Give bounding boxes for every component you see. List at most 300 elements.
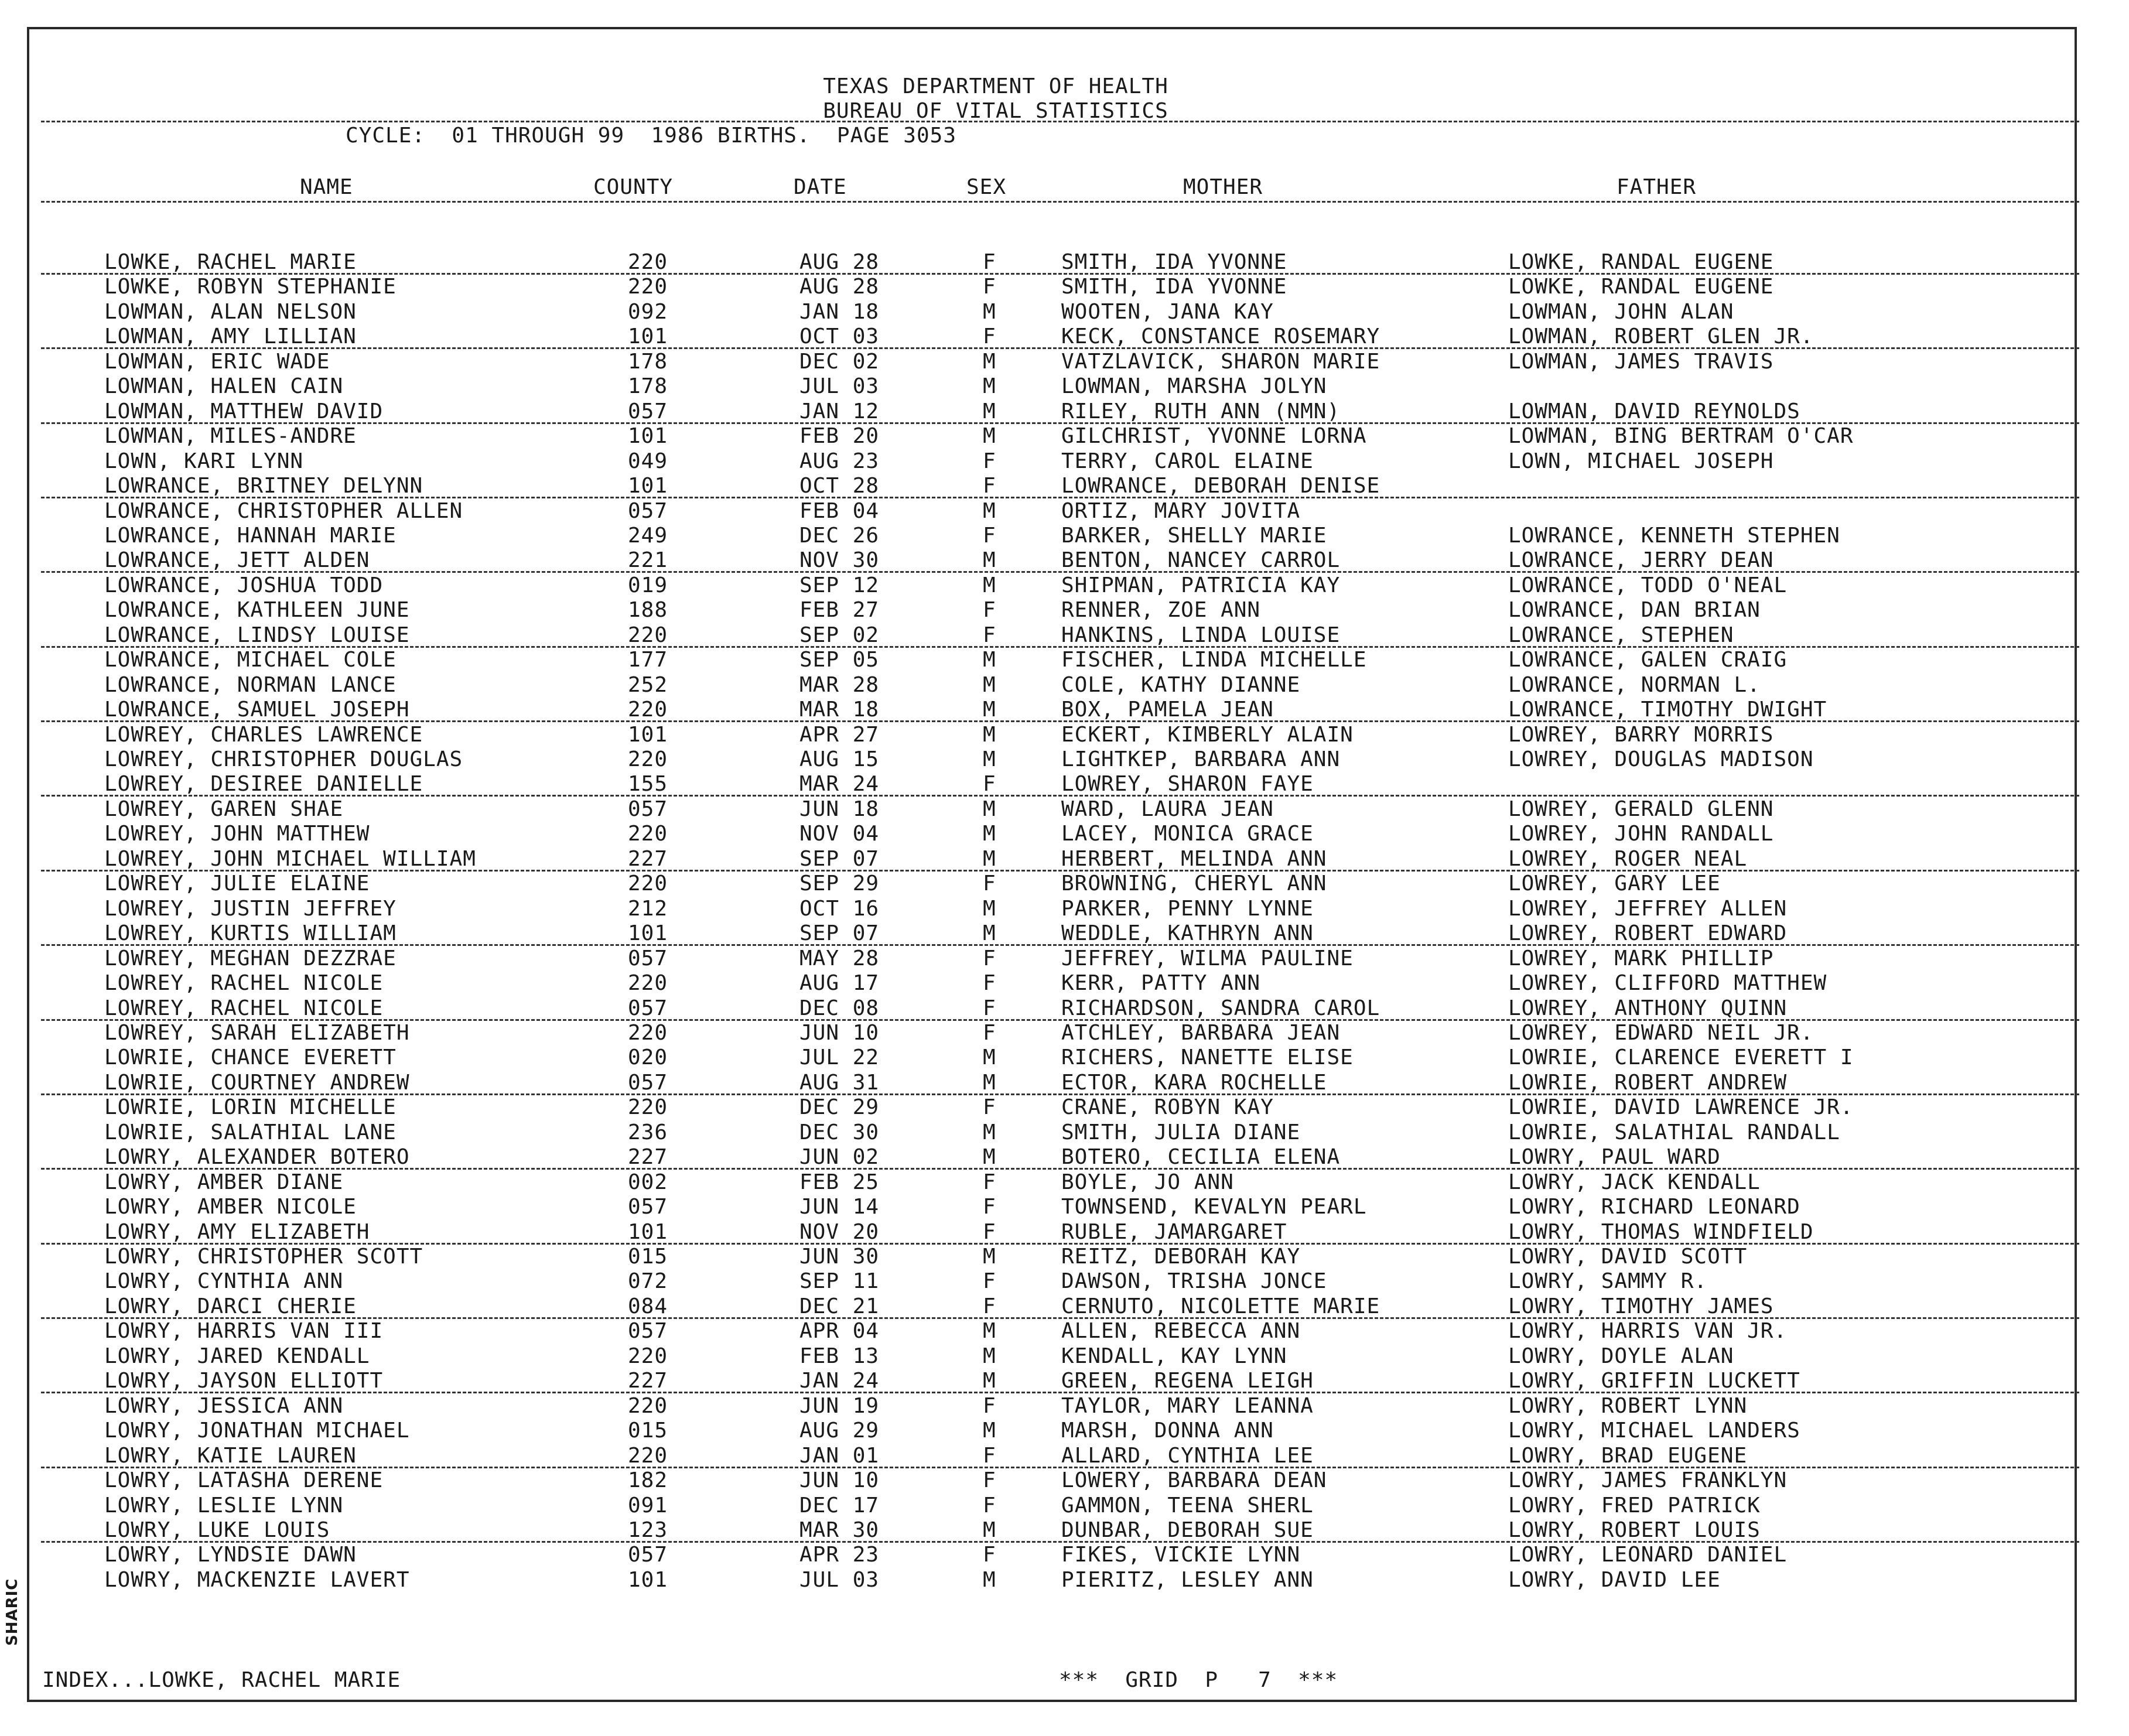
record-county: 220 <box>628 971 668 996</box>
record-sex: M <box>983 1120 996 1144</box>
record-name: LOWRIE, LORIN MICHELLE <box>104 1095 397 1120</box>
table-row <box>0 1369 2129 1393</box>
agency-title: TEXAS DEPARTMENT OF HEALTH <box>823 74 1168 98</box>
record-mother: BOYLE, JO ANN <box>1061 1170 1234 1194</box>
record-mother: TERRY, CAROL ELAINE <box>1061 449 1314 473</box>
record-sex: F <box>983 1393 996 1418</box>
record-county: 015 <box>628 1245 668 1269</box>
record-father: LOWRY, DAVID SCOTT <box>1508 1245 1748 1269</box>
record-sex: M <box>983 822 996 846</box>
table-row <box>0 1146 2129 1169</box>
record-name: LOWRY, JONATHAN MICHAEL <box>104 1419 410 1443</box>
record-sex: F <box>983 1543 996 1567</box>
record-sex: F <box>983 523 996 548</box>
record-mother: ALLARD, CYNTHIA LEE <box>1061 1443 1314 1468</box>
record-sex: M <box>983 399 996 423</box>
record-father: LOWN, MICHAEL JOSEPH <box>1508 449 1774 473</box>
record-county: 084 <box>628 1294 668 1318</box>
record-county: 220 <box>628 1344 668 1368</box>
record-name: LOWREY, RACHEL NICOLE <box>104 971 384 996</box>
record-sex: F <box>983 1170 996 1194</box>
record-father: LOWRY, THOMAS WINDFIELD <box>1508 1219 1814 1244</box>
record-mother: ECTOR, KARA ROCHELLE <box>1061 1070 1327 1095</box>
record-date: JAN 24 <box>799 1369 880 1393</box>
record-father: LOWRY, JAMES FRANKLYN <box>1508 1468 1788 1493</box>
record-sex: M <box>983 1145 996 1170</box>
record-mother: COLE, KATHY DIANNE <box>1061 672 1301 697</box>
record-father: LOWRIE, ROBERT ANDREW <box>1508 1070 1788 1095</box>
table-row <box>0 748 2129 771</box>
record-date: JUL 03 <box>799 1567 880 1592</box>
record-date: JUN 10 <box>799 1468 880 1493</box>
record-mother: GREEN, REGENA LEIGH <box>1061 1369 1314 1393</box>
table-row <box>0 450 2129 473</box>
table-row <box>0 1121 2129 1144</box>
record-sex: F <box>983 1443 996 1468</box>
record-name: LOWREY, JOHN MATTHEW <box>104 822 370 846</box>
record-county: 177 <box>628 648 668 672</box>
record-name: LOWREY, RACHEL NICOLE <box>104 996 384 1020</box>
record-sex: M <box>983 548 996 573</box>
record-sex: M <box>983 1567 996 1592</box>
record-name: LOWRY, ALEXANDER BOTERO <box>104 1145 410 1170</box>
record-name: LOWRY, LUKE LOUIS <box>104 1518 330 1542</box>
record-father: LOWRY, PAUL WARD <box>1508 1145 1721 1170</box>
record-name: LOWRY, AMY ELIZABETH <box>104 1219 370 1244</box>
record-father: LOWREY, JOHN RANDALL <box>1508 822 1774 846</box>
record-mother: KERR, PATTY ANN <box>1061 971 1261 996</box>
record-sex: M <box>983 424 996 449</box>
record-sex: F <box>983 1195 996 1219</box>
table-row <box>0 574 2129 597</box>
record-name: LOWREY, CHARLES LAWRENCE <box>104 722 423 747</box>
record-father: LOWRANCE, TODD O'NEAL <box>1508 573 1788 597</box>
record-date: APR 04 <box>799 1319 880 1344</box>
record-date: DEC 17 <box>799 1493 880 1518</box>
record-sex: M <box>983 722 996 747</box>
record-father: LOWREY, ANTHONY QUINN <box>1508 996 1788 1020</box>
record-father: LOWRY, LEONARD DANIEL <box>1508 1543 1788 1567</box>
table-row <box>0 325 2129 348</box>
record-father: LOWRY, ROBERT LOUIS <box>1508 1518 1761 1542</box>
record-date: NOV 30 <box>799 548 880 573</box>
record-name: LOWKE, RACHEL MARIE <box>104 250 357 274</box>
record-date: JUN 10 <box>799 1020 880 1045</box>
record-date: AUG 28 <box>799 275 880 299</box>
record-county: 101 <box>628 424 668 449</box>
record-name: LOWRY, AMBER NICOLE <box>104 1195 357 1219</box>
record-date: AUG 17 <box>799 971 880 996</box>
record-county: 178 <box>628 349 668 374</box>
record-county: 220 <box>628 623 668 647</box>
record-county: 212 <box>628 896 668 921</box>
record-name: LOWREY, CHRISTOPHER DOUGLAS <box>104 747 463 771</box>
record-father: LOWRY, HARRIS VAN JR. <box>1508 1319 1788 1344</box>
record-mother: LACEY, MONICA GRACE <box>1061 822 1314 846</box>
bureau-title: BUREAU OF VITAL STATISTICS <box>823 99 1168 123</box>
record-county: 101 <box>628 474 668 498</box>
record-mother: LIGHTKEP, BARBARA ANN <box>1061 747 1341 771</box>
table-row <box>0 1270 2129 1293</box>
record-county: 057 <box>628 946 668 970</box>
record-date: AUG 28 <box>799 250 880 274</box>
record-sex: M <box>983 698 996 722</box>
record-name: LOWRY, CHRISTOPHER SCOTT <box>104 1245 423 1269</box>
table-row <box>0 1245 2129 1269</box>
record-sex: M <box>983 1319 996 1344</box>
table-row <box>0 1195 2129 1219</box>
record-date: JUN 19 <box>799 1393 880 1418</box>
record-mother: SMITH, JULIA DIANE <box>1061 1120 1301 1144</box>
record-father: LOWRY, TIMOTHY JAMES <box>1508 1294 1774 1318</box>
record-sex: F <box>983 1294 996 1318</box>
record-name: LOWREY, KURTIS WILLIAM <box>104 921 397 946</box>
record-county: 057 <box>628 996 668 1020</box>
table-row <box>0 1395 2129 1418</box>
record-father: LOWRIE, DAVID LAWRENCE JR. <box>1508 1095 1854 1120</box>
row-group-divider <box>41 347 2079 349</box>
record-date: FEB 13 <box>799 1344 880 1368</box>
record-county: 227 <box>628 1369 668 1393</box>
record-name: LOWRY, JAYSON ELLIOTT <box>104 1369 384 1393</box>
record-mother: PIERITZ, LESLEY ANN <box>1061 1567 1314 1592</box>
record-name: LOWREY, JOHN MICHAEL WILLIAM <box>104 846 476 871</box>
record-sex: F <box>983 772 996 797</box>
record-date: DEC 02 <box>799 349 880 374</box>
record-date: MAR 18 <box>799 698 880 722</box>
record-father: LOWREY, ROBERT EDWARD <box>1508 921 1788 946</box>
record-date: SEP 12 <box>799 573 880 597</box>
record-county: 220 <box>628 275 668 299</box>
record-name: LOWRY, JESSICA ANN <box>104 1393 344 1418</box>
row-group-divider <box>41 1392 2079 1393</box>
record-name: LOWRIE, CHANCE EVERETT <box>104 1045 397 1070</box>
record-sex: F <box>983 1493 996 1518</box>
col-header-county: COUNTY <box>593 175 674 199</box>
record-mother: SHIPMAN, PATRICIA KAY <box>1061 573 1341 597</box>
record-father: LOWRY, FRED PATRICK <box>1508 1493 1761 1518</box>
row-group-divider <box>41 497 2079 498</box>
record-sex: F <box>983 1219 996 1244</box>
col-header-date: DATE <box>794 175 847 199</box>
record-name: LOWN, KARI LYNN <box>104 449 304 473</box>
record-mother: RICHARDSON, SANDRA CAROL <box>1061 996 1380 1020</box>
record-father: LOWMAN, DAVID REYNOLDS <box>1508 399 1800 423</box>
record-father: LOWRY, DAVID LEE <box>1508 1567 1721 1592</box>
record-father: LOWMAN, BING BERTRAM O'CAR <box>1508 424 1854 449</box>
record-county: 220 <box>628 250 668 274</box>
table-row <box>0 848 2129 871</box>
record-county: 101 <box>628 1219 668 1244</box>
record-name: LOWRANCE, BRITNEY DELYNN <box>104 474 423 498</box>
record-mother: MARSH, DONNA ANN <box>1061 1419 1274 1443</box>
record-county: 220 <box>628 872 668 896</box>
record-father: LOWRY, ROBERT LYNN <box>1508 1393 1748 1418</box>
record-date: FEB 20 <box>799 424 880 449</box>
record-name: LOWRY, DARCI CHERIE <box>104 1294 357 1318</box>
record-county: 091 <box>628 1493 668 1518</box>
record-mother: RICHERS, NANETTE ELISE <box>1061 1045 1354 1070</box>
record-county: 015 <box>628 1419 668 1443</box>
record-mother: FISCHER, LINDA MICHELLE <box>1061 648 1367 672</box>
record-date: JUN 14 <box>799 1195 880 1219</box>
record-name: LOWRY, LYNDSIE DAWN <box>104 1543 357 1567</box>
table-row <box>0 375 2129 398</box>
record-county: 049 <box>628 449 668 473</box>
record-date: MAR 30 <box>799 1518 880 1542</box>
record-county: 220 <box>628 1095 668 1120</box>
record-name: LOWREY, GAREN SHAE <box>104 797 344 821</box>
record-father: LOWREY, GERALD GLENN <box>1508 797 1774 821</box>
table-row <box>0 300 2129 324</box>
record-county: 057 <box>628 1070 668 1095</box>
record-father: LOWRY, MICHAEL LANDERS <box>1508 1419 1800 1443</box>
record-sex: M <box>983 1245 996 1269</box>
record-mother: BOTERO, CECILIA ELENA <box>1061 1145 1341 1170</box>
record-county: 057 <box>628 1195 668 1219</box>
record-county: 220 <box>628 1443 668 1468</box>
record-name: LOWRY, CYNTHIA ANN <box>104 1269 344 1294</box>
record-name: LOWRY, HARRIS VAN III <box>104 1319 384 1344</box>
record-name: LOWRANCE, LINDSY LOUISE <box>104 623 410 647</box>
record-name: LOWMAN, AMY LILLIAN <box>104 324 357 349</box>
record-mother: VATZLAVICK, SHARON MARIE <box>1061 349 1380 374</box>
record-father: LOWRY, GRIFFIN LUCKETT <box>1508 1369 1800 1393</box>
record-sex: F <box>983 275 996 299</box>
table-row <box>0 1543 2129 1567</box>
record-county: 220 <box>628 1020 668 1045</box>
record-father: LOWRANCE, DAN BRIAN <box>1508 598 1761 623</box>
record-sex: F <box>983 623 996 647</box>
record-county: 123 <box>628 1518 668 1542</box>
record-date: DEC 21 <box>799 1294 880 1318</box>
record-county: 057 <box>628 399 668 423</box>
record-county: 019 <box>628 573 668 597</box>
record-name: LOWMAN, ALAN NELSON <box>104 299 357 324</box>
record-name: LOWRY, JARED KENDALL <box>104 1344 370 1368</box>
record-name: LOWREY, MEGHAN DEZZRAE <box>104 946 397 970</box>
record-sex: F <box>983 598 996 623</box>
record-mother: ORTIZ, MARY JOVITA <box>1061 498 1301 523</box>
record-sex: F <box>983 1468 996 1493</box>
record-county: 227 <box>628 846 668 871</box>
record-mother: RENNER, ZOE ANN <box>1061 598 1261 623</box>
record-sex: F <box>983 1269 996 1294</box>
table-row <box>0 822 2129 846</box>
record-father: LOWRANCE, KENNETH STEPHEN <box>1508 523 1840 548</box>
record-name: LOWRANCE, CHRISTOPHER ALLEN <box>104 498 463 523</box>
record-sex: M <box>983 797 996 821</box>
record-name: LOWRANCE, SAMUEL JOSEPH <box>104 698 410 722</box>
record-father: LOWRIE, SALATHIAL RANDALL <box>1508 1120 1840 1144</box>
col-header-father: FATHER <box>1617 175 1697 199</box>
record-name: LOWMAN, MATTHEW DAVID <box>104 399 384 423</box>
record-sex: M <box>983 1518 996 1542</box>
record-sex: F <box>983 474 996 498</box>
record-name: LOWRANCE, MICHAEL COLE <box>104 648 397 672</box>
record-mother: WOOTEN, JANA KAY <box>1061 299 1274 324</box>
table-row <box>0 698 2129 722</box>
table-row <box>0 1071 2129 1095</box>
record-mother: SMITH, IDA YVONNE <box>1061 250 1287 274</box>
record-father: LOWRANCE, JERRY DEAN <box>1508 548 1774 573</box>
record-county: 178 <box>628 374 668 399</box>
record-mother: HANKINS, LINDA LOUISE <box>1061 623 1341 647</box>
record-father: LOWRY, DOYLE ALAN <box>1508 1344 1734 1368</box>
record-sex: M <box>983 672 996 697</box>
record-sex: F <box>983 1020 996 1045</box>
table-row <box>0 524 2129 548</box>
record-father: LOWRY, SAMMY R. <box>1508 1269 1708 1294</box>
col-header-mother: MOTHER <box>1183 175 1263 199</box>
record-mother: PARKER, PENNY LYNNE <box>1061 896 1314 921</box>
record-name: LOWREY, DESIREE DANIELLE <box>104 772 423 797</box>
record-name: LOWREY, JUSTIN JEFFREY <box>104 896 397 921</box>
table-row <box>0 1046 2129 1069</box>
table-row <box>0 425 2129 448</box>
record-county: 072 <box>628 1269 668 1294</box>
table-row <box>0 1021 2129 1045</box>
record-sex: M <box>983 1344 996 1368</box>
row-group-divider <box>41 571 2079 573</box>
record-mother: WARD, LAURA JEAN <box>1061 797 1274 821</box>
record-county: 092 <box>628 299 668 324</box>
record-father: LOWRY, RICHARD LEONARD <box>1508 1195 1800 1219</box>
record-county: 249 <box>628 523 668 548</box>
table-row <box>0 972 2129 995</box>
table-row <box>0 624 2129 647</box>
record-county: 220 <box>628 747 668 771</box>
record-father: LOWRANCE, TIMOTHY DWIGHT <box>1508 698 1827 722</box>
record-mother: BENTON, NANCEY CARROL <box>1061 548 1341 573</box>
record-mother: DUNBAR, DEBORAH SUE <box>1061 1518 1314 1542</box>
record-father: LOWMAN, ROBERT GLEN JR. <box>1508 324 1814 349</box>
record-name: LOWRY, LESLIE LYNN <box>104 1493 344 1518</box>
record-mother: JEFFREY, WILMA PAULINE <box>1061 946 1354 970</box>
record-name: LOWRY, LATASHA DERENE <box>104 1468 384 1493</box>
record-father: LOWRY, JACK KENDALL <box>1508 1170 1761 1194</box>
record-father: LOWREY, JEFFREY ALLEN <box>1508 896 1788 921</box>
record-sex: F <box>983 946 996 970</box>
record-county: 221 <box>628 548 668 573</box>
record-sex: F <box>983 1095 996 1120</box>
record-name: LOWRIE, SALATHIAL LANE <box>104 1120 397 1144</box>
record-mother: LOWRANCE, DEBORAH DENISE <box>1061 474 1380 498</box>
record-name: LOWRIE, COURTNEY ANDREW <box>104 1070 410 1095</box>
record-father: LOWREY, GARY LEE <box>1508 872 1721 896</box>
record-name: LOWMAN, ERIC WADE <box>104 349 330 374</box>
record-father: LOWREY, BARRY MORRIS <box>1508 722 1774 747</box>
record-mother: BROWNING, CHERYL ANN <box>1061 872 1327 896</box>
record-sex: F <box>983 324 996 349</box>
record-father: LOWRANCE, NORMAN L. <box>1508 672 1761 697</box>
record-date: JAN 18 <box>799 299 880 324</box>
record-date: SEP 05 <box>799 648 880 672</box>
record-date: FEB 27 <box>799 598 880 623</box>
table-row <box>0 500 2129 523</box>
record-date: MAR 24 <box>799 772 880 797</box>
record-mother: ECKERT, KIMBERLY ALAIN <box>1061 722 1354 747</box>
record-mother: RUBLE, JAMARGARET <box>1061 1219 1287 1244</box>
record-sex: M <box>983 846 996 871</box>
record-mother: CRANE, ROBYN KAY <box>1061 1095 1274 1120</box>
table-row <box>0 1568 2129 1592</box>
table-row <box>0 1519 2129 1542</box>
table-row <box>0 251 2129 274</box>
record-sex: F <box>983 872 996 896</box>
record-date: JUL 22 <box>799 1045 880 1070</box>
record-sex: M <box>983 896 996 921</box>
record-name: LOWRY, MACKENZIE LAVERT <box>104 1567 410 1592</box>
record-name: LOWRANCE, JETT ALDEN <box>104 548 370 573</box>
record-mother: KECK, CONSTANCE ROSEMARY <box>1061 324 1380 349</box>
record-date: AUG 15 <box>799 747 880 771</box>
record-mother: TOWNSEND, KEVALYN PEARL <box>1061 1195 1367 1219</box>
table-row <box>0 1444 2129 1468</box>
record-county: 057 <box>628 797 668 821</box>
record-date: NOV 20 <box>799 1219 880 1244</box>
record-father: LOWMAN, JOHN ALAN <box>1508 299 1734 324</box>
record-sex: M <box>983 921 996 946</box>
record-mother: CERNUTO, NICOLETTE MARIE <box>1061 1294 1380 1318</box>
table-row <box>0 922 2129 945</box>
grid-line: *** GRID P 7 *** <box>1059 1668 1338 1692</box>
record-mother: ALLEN, REBECCA ANN <box>1061 1319 1301 1344</box>
record-county: 252 <box>628 672 668 697</box>
record-father: LOWRANCE, STEPHEN <box>1508 623 1734 647</box>
record-sex: M <box>983 299 996 324</box>
record-county: 020 <box>628 1045 668 1070</box>
record-mother: ATCHLEY, BARBARA JEAN <box>1061 1020 1341 1045</box>
record-mother: REITZ, DEBORAH KAY <box>1061 1245 1301 1269</box>
record-county: 057 <box>628 498 668 523</box>
record-sex: M <box>983 1369 996 1393</box>
record-sex: M <box>983 498 996 523</box>
record-date: APR 23 <box>799 1543 880 1567</box>
row-group-divider <box>41 720 2079 722</box>
col-header-sex: SEX <box>966 175 1007 199</box>
record-date: AUG 29 <box>799 1419 880 1443</box>
record-mother: DAWSON, TRISHA JONCE <box>1061 1269 1327 1294</box>
record-father: LOWREY, CLIFFORD MATTHEW <box>1508 971 1827 996</box>
record-county: 057 <box>628 1543 668 1567</box>
column-header-divider <box>41 201 2079 203</box>
row-group-divider <box>41 795 2079 797</box>
table-row <box>0 1096 2129 1119</box>
record-county: 101 <box>628 1567 668 1592</box>
record-mother: TAYLOR, MARY LEANNA <box>1061 1393 1314 1418</box>
record-date: JAN 01 <box>799 1443 880 1468</box>
record-name: LOWMAN, MILES-ANDRE <box>104 424 357 449</box>
record-date: SEP 29 <box>799 872 880 896</box>
record-mother: GILCHRIST, YVONNE LORNA <box>1061 424 1367 449</box>
record-date: FEB 25 <box>799 1170 880 1194</box>
record-name: LOWRANCE, NORMAN LANCE <box>104 672 397 697</box>
table-row <box>0 1295 2129 1318</box>
header-divider <box>41 121 2079 122</box>
table-row <box>0 872 2129 896</box>
table-row <box>0 947 2129 970</box>
record-county: 236 <box>628 1120 668 1144</box>
record-date: MAR 28 <box>799 672 880 697</box>
record-date: NOV 04 <box>799 822 880 846</box>
record-father: LOWMAN, JAMES TRAVIS <box>1508 349 1774 374</box>
record-county: 188 <box>628 598 668 623</box>
record-county: 101 <box>628 324 668 349</box>
record-date: AUG 31 <box>799 1070 880 1095</box>
table-row <box>0 1320 2129 1343</box>
record-mother: HERBERT, MELINDA ANN <box>1061 846 1327 871</box>
